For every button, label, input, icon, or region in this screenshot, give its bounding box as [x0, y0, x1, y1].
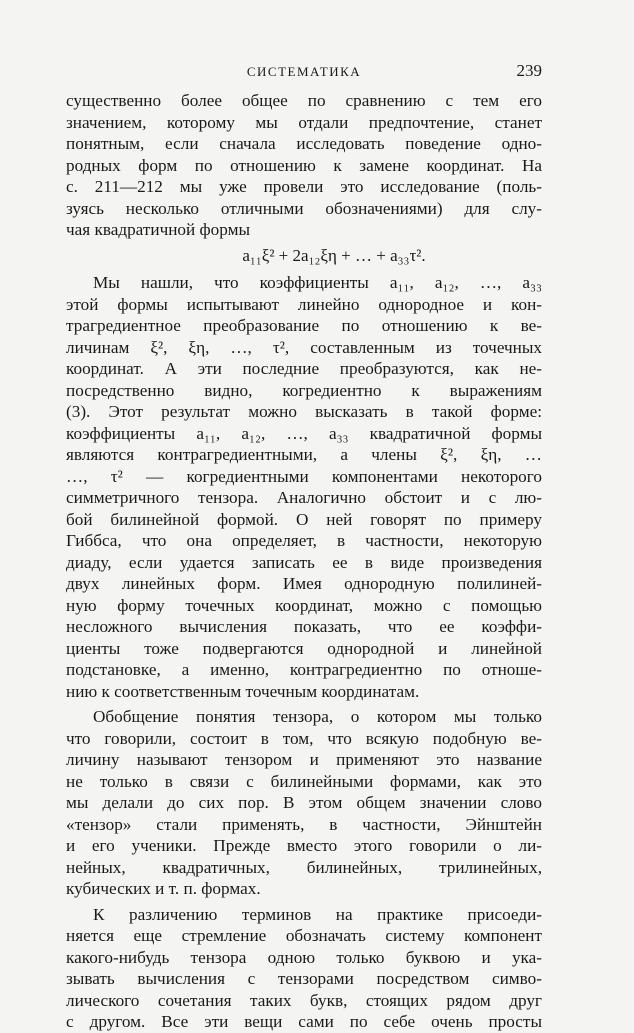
paragraph-2: [66, 272, 542, 702]
paragraph-3: [66, 706, 542, 900]
text-line: нию к соответственным точечным координатам.: [66, 681, 420, 701]
text-line: существенно более общее по сравнению с тем его: [66, 91, 542, 110]
text-line: лического сочетания таких букв, стоящих рядом друг: [66, 990, 542, 1010]
quadratic-form-formula: a₁₁ξ² + 2a₁₂ξη + … + a₃₃τ².: [242, 245, 426, 265]
text-line: ную форму точечных координат, можно с помощью: [66, 595, 542, 615]
text-line: циенты тоже подвергаются однородной и линейной: [66, 638, 542, 658]
text-line: симметричного тензора. Аналогично обстоит и с лю-: [66, 488, 542, 507]
text-line: няется еще стремление обозначать систему компонент: [66, 926, 542, 945]
text-line: Обобщение понятия тензора, о котором мы только: [93, 707, 542, 726]
page-number: 239: [516, 61, 542, 80]
text-line: с. 211—212 мы уже провели это исследование (поль-: [66, 177, 542, 196]
text-line: и его ученики. Прежде вместо этого говорили о ли-: [66, 836, 542, 855]
text-line: подстановке, а именно, контрагредиентно по отноше-: [66, 660, 542, 679]
text-line: значением, которому мы отдали предпочтение, станет: [66, 112, 542, 132]
text-line: несложного вычисления показать, что ее коэффи-: [66, 617, 542, 636]
text-line: двух линейных форм. Имея однородную полилиней-: [66, 574, 542, 593]
text-line: координат. А эти последние преобразуются, как не-: [66, 359, 542, 378]
text-line: …, τ² — когредиентными компонентами некоторого: [66, 466, 542, 486]
text-line: кубических и т. п. формах.: [66, 879, 261, 898]
paragraph-1: [66, 90, 542, 241]
paragraph-4: [66, 904, 542, 1033]
text-line: понятным, если сначала исследовать поведение одно-: [66, 134, 542, 153]
text-line: личинам ξ², ξη, …, τ², составленным из точечных: [66, 337, 542, 357]
text-line: Мы нашли, что коэффициенты a₁₁, a₁₂, …, a₃₃: [93, 273, 542, 292]
text-line: коэффициенты a₁₁, a₁₂, …, a₃₃ квадратичной формы: [66, 423, 542, 443]
text-line: К различению терминов на практике присоеди-: [93, 904, 542, 924]
text-line: трагредиентное преобразование по отношению к ве-: [66, 316, 542, 335]
text-line: с другом. Все эти вещи сами по себе очень просты: [66, 1012, 542, 1031]
text-line: родных форм по отношению к замене координат. На: [66, 155, 542, 175]
text-line: зуясь несколько отличными обозначениями) для слу-: [66, 198, 542, 218]
text-line: не только в связи с билинейными формами, как это: [66, 771, 542, 791]
text-line: (3). Этот результат можно высказать в такой форме:: [66, 402, 542, 421]
text-line: являются контрагредиентными, а члены ξ², ξη, …: [66, 445, 542, 464]
text-line: мы делали до сих пор. В этом общем значении слово: [66, 793, 542, 812]
text-line: что говорили, состоит в том, что всякую подобную ве-: [66, 728, 542, 748]
text-line: какого-нибудь тензора одною только буквою и ука-: [66, 947, 542, 967]
text-line: зывать вычисления с тензорами посредством симво-: [66, 969, 542, 988]
running-head: СИСТЕМАТИКА: [246, 64, 362, 79]
text-line: диаду, если удается записать ее в виде произведения: [66, 552, 542, 572]
text-line: Гиббса, что она определяет, в частности, некоторую: [66, 531, 542, 550]
text-line: личину называют тензором и применяют это название: [66, 750, 542, 769]
text-line: чая квадратичной формы: [66, 220, 250, 239]
page-header: [66, 62, 542, 84]
text-line: посредственно видно, когредиентно к выражениям: [66, 380, 542, 400]
text-line: бой билинейной формой. О ней говорят по примеру: [66, 509, 542, 529]
text-line: нейных, квадратичных, билинейных, трилинейных,: [66, 857, 542, 877]
page-body: [66, 90, 542, 1033]
text-line: «тензор» стали применять, в частности, Эйнштейн: [66, 814, 542, 834]
text-line: этой формы испытывают линейно однородное и кон-: [66, 294, 542, 314]
